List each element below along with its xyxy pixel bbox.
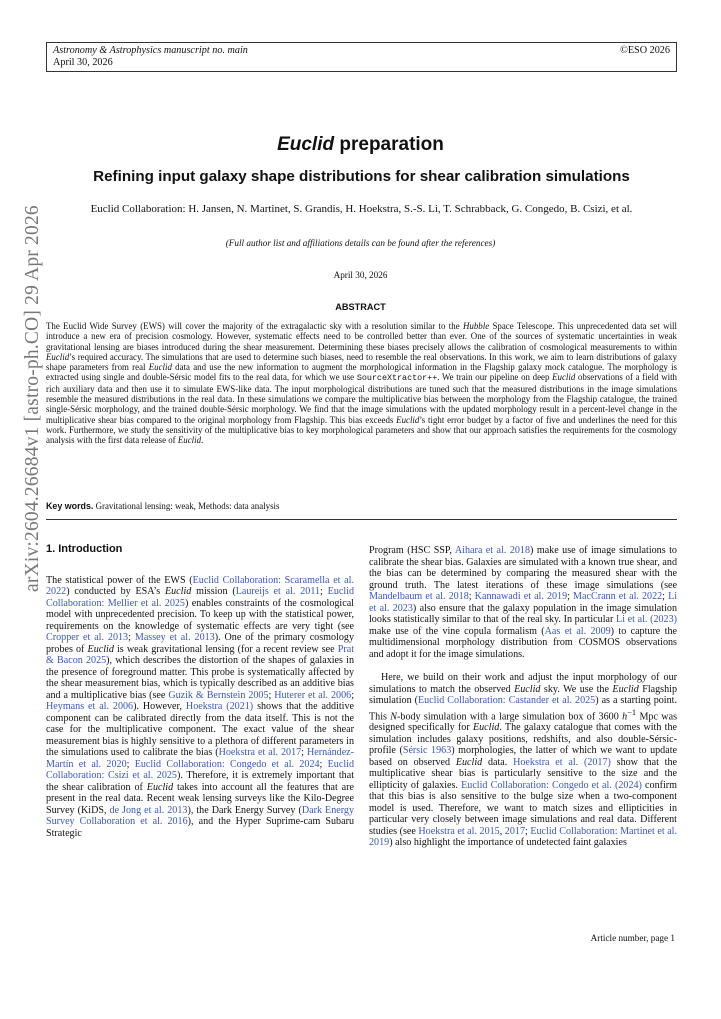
citation-link[interactable]: Hoekstra et al. 2015 (418, 825, 500, 837)
citation-link[interactable]: Heymans et al. 2006 (46, 701, 134, 712)
citation-link[interactable]: Cropper et al. 2013 (46, 632, 129, 643)
citation-link[interactable]: Euclid Collaboration: Mellier et al. 2025 (46, 586, 355, 609)
abstract-text: The Euclid Wide Survey (EWS) will cover the majority of the extragalactic sky with a resolution similar to the Hubble Space Telescope. This unprecedented data set will introduce a new era of precision cosmology. However, systematic effects need to be controlled better than ever. One of the sources of systematic uncertainties in weak gravitational lensing are biases introduced during the shear measurement. Determining these biases precisely allows the calibration of cosmological measurements to within Euclid’s required accuracy. The simulations that are used to determine such biases, need to resemble the real observations. In this work, we aim to learn distributions of galaxy shape parameters from real Euclid data and use the new information to augment the morphological information in the Flagship galaxy mock catalogue. The morphology is extracted using single and double-Sérsic model fits to the real data, for which we use SourceXtractor++. We train our pipeline on deep Euclid observations of a field with rich auxiliary data and then use it to simulate EWS-like data. The input morphological distributions are tuned such that the measured distributions in the image simulations resemble the measured distributions in the real data. In these simulations we compare the multiplicative bias between the morphology from the Flagship catalogue, the trained single-Sérsic morphology, and the trained double-Sérsic morphology. We find that the image simulations with the updated morphology result in a percent-level change in the multiplicative shear bias compared to the original morphology from Flagship. This bias exceeds Euclid’s tight error budget by a factor of five and underlines the need for this work. Furthermore, we study the sensitivity of the multiplicative bias to key morphological parameters and show that our approach satisfies the requirements for the cosmology analysis with the first data release of Euclid. (46, 321, 677, 446)
citation-link[interactable]: Euclid Collaboration: Congedo et al. 2024 (134, 758, 320, 770)
abstract-heading: ABSTRACT (335, 302, 386, 312)
citation-link[interactable]: Mandelbaum et al. 2018 (369, 591, 469, 602)
citation-link[interactable]: Guzik & Bernstein 2005 (168, 689, 269, 701)
left-column (46, 544, 354, 839)
keywords: Key words. Gravitational lensing: weak, Methods: data analysis (46, 501, 280, 511)
section-heading: 1. Introduction (46, 543, 123, 555)
citation-link[interactable]: Aas et al. 2009 (544, 625, 611, 637)
citation-link[interactable]: Kannawadi et al. 2019 (474, 591, 568, 602)
citation-link[interactable]: de Jong et al. 2013 (109, 804, 188, 816)
intro-paragraph-2: Program (HSC SSP, Aihara et al. 2018) make use of image simulations to calibrate the shear bias. Galaxies are simulated with a known true shear, and the bias can be determined by comparing the measured shear with the ground truth. The latest iterations of these image simulations (see Mandelbaum et al. 2018; Kannawadi et al. 2019; MacCrann et al. 2022; Li et al. 2023) also ensure that the galaxy population in the image simulation looks statistically similar to that of the real sky. In particular Li et al. (2023) make use of the vine copula formalism (Aas et al. 2009) to capture the multidimensional morphology distribution from COSMOS observations and adopt it for the image simulations. (369, 545, 678, 660)
citation-link[interactable]: Li et al. (2023) (616, 614, 677, 625)
arxiv-stamp[interactable]: arXiv:2604.26684v1 [astro-ph.CO] 29 Apr 2026 (22, 205, 43, 592)
citation-link[interactable]: Dark Energy Survey Collaboration et al. 2016 (46, 804, 354, 827)
citation-link[interactable]: Euclid Collaboration: Castander et al. 2025 (417, 695, 596, 706)
document-date: April 30, 2026 (333, 270, 388, 280)
affiliations-note: (Full author list and affiliations details can be found after the references) (225, 238, 496, 248)
author-list: Euclid Collaboration: H. Jansen, N. Martinet, S. Grandis, H. Hoekstra, S.-S. Li, T. Schrabback, G. Congedo, B. Csizi, et al. (90, 203, 633, 215)
citation-link[interactable]: Euclid Collaboration: Congedo et al. (2024) (461, 779, 642, 791)
citation-link[interactable]: Hernández-Martín et al. 2020 (46, 747, 355, 770)
citation-link[interactable]: MacCrann et al. 2022 (573, 591, 663, 602)
citation-link[interactable]: Euclid Collaboration: Martinet et al. 2019 (369, 825, 678, 849)
citation-link[interactable]: Hoekstra et al. 2017 (218, 747, 302, 758)
citation-link[interactable]: Laureijs et al. 2011 (235, 586, 321, 597)
citation-link[interactable]: Euclid Collaboration: Scaramella et al. 2022 (46, 574, 354, 597)
citation-link[interactable]: 2017 (504, 825, 525, 837)
page-footer: Article number, page 1 (590, 933, 675, 943)
page-title: Euclid preparation (277, 134, 444, 155)
citation-link[interactable]: Euclid Collaboration: Csizi et al. 2025 (46, 758, 354, 781)
intro-paragraph-1: The statistical power of the EWS (Euclid Collaboration: Scaramella et al. 2022) conducted by ESA’s Euclid mission (Laureijs et al. 2011; Euclid Collaboration: Mellier et al. 2025) enables constraints of the cosmological model with unprecedented precision. To keep up with the statistical power, requirements on the knowledge of systematic effects are very tight (see Cropper et al. 2013; Massey et al. 2013). One of the primary cosmology probes of Euclid is weak gravitational lensing (for a recent review see Prat & Bacon 2025), which describes the distortion of the shapes of galaxies in the presence of foreground matter. This probe is systematically affected by the shear measurement bias, which is typically described as an additive bias and a multiplicative bias (see Guzik & Bernstein 2005; Huterer et al. 2006; Heymans et al. 2006). However, Hoekstra (2021) shows that the additive component can be calibrated directly from the data itself. This is not the case for the multiplicative component. The exact value of the shear measurement bias is highly sensitive to a plethora of different parameters in the simulations used to calibrate the bias (Hoekstra et al. 2017; Hernández-Martín et al. 2020; Euclid Collaboration: Congedo et al. 2024; Euclid Collaboration: Csizi et al. 2025). Therefore, it is extremely important that the shear calibration of Euclid takes into account all the features that are present in the real data. Recent weak lensing surveys like the Kilo-Degree Survey (KiDS, de Jong et al. 2013), the Dark Energy Survey (Dark Energy Survey Collaboration et al. 2016), and the Hyper Suprime-cam Subaru Strategic (46, 574, 355, 839)
header-copyright: ©ESO 2026 (620, 45, 670, 56)
page-subtitle: Refining input galaxy shape distributions for shear calibration simulations (93, 168, 630, 185)
citation-link[interactable]: Massey et al. 2013 (134, 632, 215, 643)
header-journal: Astronomy & Astrophysics manuscript no. main April 30, 2026 (53, 45, 248, 68)
citation-link[interactable]: Prat & Bacon 2025 (46, 643, 354, 666)
citation-link[interactable]: Huterer et al. 2006 (274, 689, 352, 701)
right-column (369, 545, 677, 849)
header-box (46, 42, 677, 72)
intro-paragraph-3: Here, we build on their work and adjust the input morphology of our simulations to match the observed Euclid sky. We use the Euclid Flagship simulation (Euclid Collaboration: Castander et al. 2025) as a starting point. This N-body simulation with a large simulation box of 3600 $h^{-1}$ Mpc was designed specifically for Euclid. The galaxy catalogue that comes with the simulation includes galaxy positions, redshifts, and also double-Sérsic-profile (Sérsic 1963) morphologies, the latter of which we want to update based on observed Euclid data. Hoekstra et al. (2017) show that the multiplicative shear bias is particularly sensitive to the size and the ellipticity of galaxies. Euclid Collaboration: Congedo et al. (2024) confirm that this bias is also sensitive to the bulge size when a two-component model is used. Therefore, we want to match sizes and ellipticities in particular very closely between image simulations and real data. Different studies (see Hoekstra et al. 2015, 2017; Euclid Collaboration: Martinet et al. 2019) also highlight the importance of undetected faint galaxies (369, 672, 678, 849)
citation-link[interactable]: Hoekstra (2021) (185, 701, 254, 712)
citation-link[interactable]: Hoekstra et al. (2017) (513, 756, 611, 768)
divider (46, 519, 677, 520)
citation-link[interactable]: Li et al. 2023 (369, 591, 678, 614)
citation-link[interactable]: Sérsic 1963 (402, 745, 452, 757)
citation-link[interactable]: Aihara et al. 2018 (454, 545, 531, 556)
